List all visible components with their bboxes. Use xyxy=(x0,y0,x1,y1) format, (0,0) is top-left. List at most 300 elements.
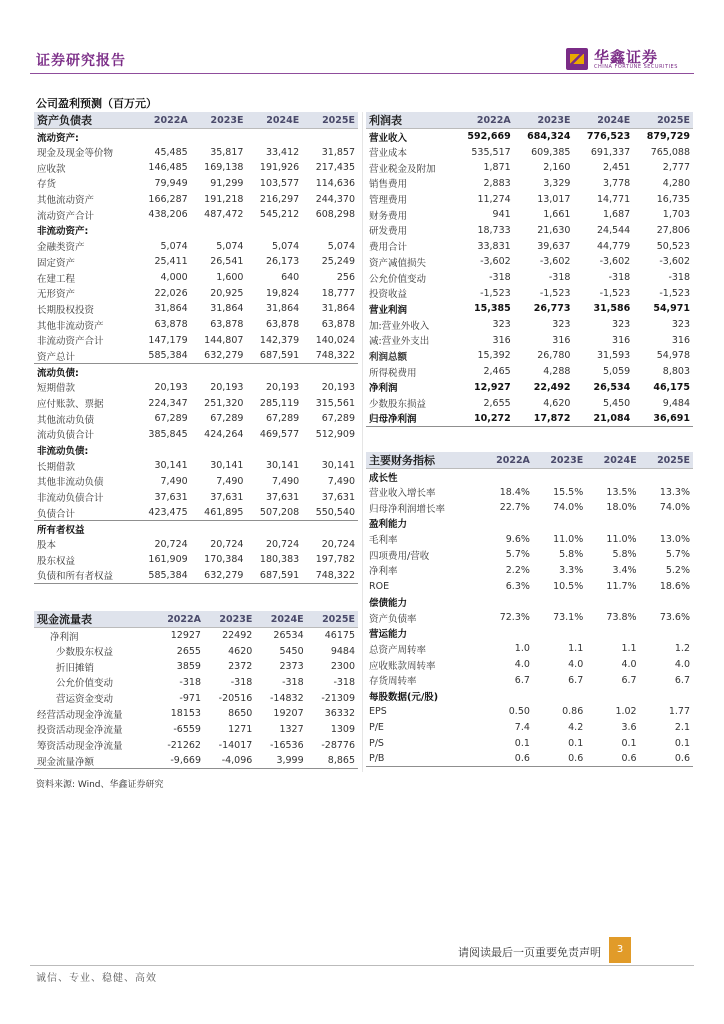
value-cell: 26,173 xyxy=(265,256,300,268)
value-cell: 74.0% xyxy=(553,502,584,514)
value-cell: 191,926 xyxy=(259,162,300,174)
company-logo xyxy=(566,46,696,72)
value-cell: 26,534 xyxy=(593,381,631,393)
value-cell: 632,279 xyxy=(204,569,244,581)
year-header: 2024E xyxy=(573,112,633,129)
value-cell: 550,540 xyxy=(315,507,355,519)
value-cell: 5,074 xyxy=(160,240,188,252)
value-cell xyxy=(640,516,693,532)
logo-english-name: CHINA FORTUNE SECURITIES xyxy=(594,64,678,70)
value-cell: 9,484 xyxy=(662,397,690,409)
data-source-note: 资料来源: Wind、华鑫证券研究 xyxy=(36,780,164,790)
value-cell: 2373 xyxy=(279,661,304,673)
value-cell: 63,878 xyxy=(154,319,188,331)
row-label: 应收账款周转率 xyxy=(369,660,436,672)
value-cell: 103,577 xyxy=(259,177,300,189)
value-cell: 687,591 xyxy=(259,569,300,581)
value-cell: -20516 xyxy=(218,692,253,704)
row-label: 折旧摊销 xyxy=(56,662,95,674)
table-row xyxy=(34,690,358,706)
row-label: 负债和所有者权益 xyxy=(37,571,114,583)
value-cell: -318 xyxy=(608,272,631,284)
value-cell: 30,141 xyxy=(321,460,355,472)
value-cell: 12,927 xyxy=(474,381,511,393)
value-cell: 21,084 xyxy=(593,412,631,424)
value-cell: 5,074 xyxy=(327,240,355,252)
value-cell: 7,490 xyxy=(327,475,355,487)
value-cell xyxy=(135,442,191,458)
value-cell: 469,577 xyxy=(259,428,300,440)
row-label: 偿债能力 xyxy=(369,597,408,609)
value-cell: 142,379 xyxy=(259,334,300,346)
value-cell: 16,735 xyxy=(656,193,690,205)
row-label: 净利率 xyxy=(369,566,398,578)
value-cell: 11.0% xyxy=(606,533,637,545)
value-cell: 13.3% xyxy=(659,486,690,498)
table-row xyxy=(366,625,693,641)
value-cell: 748,322 xyxy=(315,350,355,362)
value-cell: 5.8% xyxy=(612,549,637,561)
value-cell: 13,017 xyxy=(537,193,571,205)
row-label: 其他非流动资产 xyxy=(37,320,104,332)
value-cell: 191,218 xyxy=(204,193,244,205)
row-label: 营业成本 xyxy=(369,148,408,160)
value-cell: 18,733 xyxy=(477,224,511,236)
table-row xyxy=(366,657,693,673)
value-cell: 323 xyxy=(671,319,690,331)
table-title: 主要财务指标 xyxy=(366,452,478,469)
value-cell: 4,620 xyxy=(543,397,571,409)
value-cell: 54,978 xyxy=(656,350,690,362)
value-cell: 18,777 xyxy=(321,287,355,299)
value-cell: 487,472 xyxy=(204,209,244,221)
row-label: 股本 xyxy=(37,540,57,552)
row-label: 营业收入 xyxy=(369,132,408,144)
table-row xyxy=(34,144,358,160)
table-row xyxy=(34,364,358,380)
value-cell xyxy=(191,364,247,380)
row-label: 营业收入增长率 xyxy=(369,488,436,500)
value-cell: 2.2% xyxy=(505,564,530,576)
value-cell: 33,412 xyxy=(265,146,300,158)
value-cell: 3,778 xyxy=(602,177,631,189)
table-row xyxy=(366,129,693,145)
table-row xyxy=(34,675,358,691)
value-cell: -21309 xyxy=(321,692,355,704)
value-cell: 2,655 xyxy=(483,397,511,409)
year-header: 2022A xyxy=(135,112,191,129)
value-cell: 5.8% xyxy=(559,549,584,561)
table-row xyxy=(366,720,693,736)
value-cell: -3,602 xyxy=(539,256,571,268)
table-title: 资产负债表 xyxy=(34,112,135,129)
value-cell: 10,272 xyxy=(474,412,511,424)
row-label: 所有者权益 xyxy=(37,524,85,536)
value-cell xyxy=(533,594,586,610)
value-cell: 67,289 xyxy=(321,413,355,425)
value-cell: 545,212 xyxy=(259,209,300,221)
value-cell: 20,193 xyxy=(210,381,244,393)
value-cell: -1,523 xyxy=(539,287,571,299)
value-cell: 592,669 xyxy=(467,131,511,143)
table-row xyxy=(366,469,693,485)
table-row xyxy=(366,301,693,317)
value-cell: 507,208 xyxy=(259,507,300,519)
report-header-title: 证券研究报告 xyxy=(36,53,126,69)
year-header: 2022A xyxy=(478,452,533,469)
row-label: 费用合计 xyxy=(369,242,408,254)
value-cell: 5,450 xyxy=(602,397,631,409)
value-cell: 0.1 xyxy=(568,737,584,749)
table-row xyxy=(366,547,693,563)
value-cell: 9.6% xyxy=(505,533,530,545)
value-cell: 0.1 xyxy=(514,737,530,749)
row-label: 其他非流动负债 xyxy=(37,477,104,489)
value-cell: 8,865 xyxy=(327,755,355,767)
value-cell: 4.0 xyxy=(514,659,530,671)
table-row xyxy=(366,207,693,223)
value-cell: 31,864 xyxy=(265,303,300,315)
value-cell: -3,602 xyxy=(659,256,690,268)
value-cell: 5,074 xyxy=(272,240,300,252)
year-header: 2022A xyxy=(454,112,514,129)
value-cell xyxy=(191,521,247,537)
value-cell: 5.7% xyxy=(665,549,690,561)
value-cell: -14017 xyxy=(218,739,253,751)
value-cell: 31,593 xyxy=(596,350,631,362)
table-row xyxy=(34,521,358,537)
value-cell: 316 xyxy=(612,334,631,346)
value-cell: 2.1 xyxy=(674,721,690,733)
row-label: 毛利率 xyxy=(369,535,398,547)
row-label: ROE xyxy=(369,580,390,592)
table-row xyxy=(34,474,358,490)
value-cell: 13.5% xyxy=(606,486,637,498)
value-cell: 423,475 xyxy=(148,507,188,519)
row-label: 现金及现金等价物 xyxy=(37,148,114,160)
row-label: P/E xyxy=(369,721,384,733)
table-row xyxy=(366,484,693,500)
row-label: 非流动资产: xyxy=(37,226,89,238)
value-cell: 20,193 xyxy=(154,381,188,393)
year-header: 2023E xyxy=(204,611,255,628)
value-cell xyxy=(586,516,639,532)
value-cell: 2,777 xyxy=(662,162,690,174)
value-cell: -9,669 xyxy=(170,755,201,767)
table-row xyxy=(366,332,693,348)
value-cell: 3.4% xyxy=(612,564,637,576)
value-cell: 73.8% xyxy=(606,612,637,624)
value-cell: 438,206 xyxy=(148,209,188,221)
value-cell xyxy=(640,594,693,610)
value-cell xyxy=(586,594,639,610)
value-cell: 0.50 xyxy=(508,706,530,718)
value-cell: 4.0 xyxy=(674,659,690,671)
table-row xyxy=(366,395,693,411)
year-header: 2023E xyxy=(514,112,574,129)
value-cell xyxy=(246,223,302,239)
row-label: 营运能力 xyxy=(369,629,408,641)
value-cell: 640 xyxy=(281,272,300,284)
value-cell: 1,703 xyxy=(662,209,690,221)
disclaimer-link[interactable]: 请阅读最后一页重要免责声明 xyxy=(458,946,601,959)
row-label: 资产减值损失 xyxy=(369,257,427,269)
row-label: 财务费用 xyxy=(369,210,408,222)
row-label: 非流动资产合计 xyxy=(37,336,104,348)
row-label: 固定资产 xyxy=(37,257,76,269)
value-cell: 15,392 xyxy=(477,350,511,362)
value-cell: 4,288 xyxy=(543,366,571,378)
value-cell: 20,724 xyxy=(210,538,244,550)
table-title: 现金流量表 xyxy=(34,611,152,628)
table-row xyxy=(34,722,358,738)
value-cell: 285,119 xyxy=(259,397,300,409)
table-row xyxy=(366,144,693,160)
table-row xyxy=(366,176,693,192)
value-cell: 30,141 xyxy=(265,460,300,472)
page-number: 3 xyxy=(609,937,631,963)
row-label: 流动资产合计 xyxy=(37,210,95,222)
row-label: 投资收益 xyxy=(369,289,408,301)
value-cell: 20,724 xyxy=(154,538,188,550)
row-label: 股东权益 xyxy=(37,555,76,567)
row-label: 每股数据(元/股) xyxy=(369,691,439,703)
value-cell: 0.6 xyxy=(674,752,690,764)
value-cell xyxy=(135,364,191,380)
table-row xyxy=(34,458,358,474)
value-cell: 44,779 xyxy=(596,240,631,252)
value-cell: 1,687 xyxy=(602,209,631,221)
value-cell: 323 xyxy=(492,319,511,331)
table-row xyxy=(34,628,358,644)
value-cell xyxy=(640,625,693,641)
financial-ratios-table xyxy=(366,452,693,767)
year-header: 2023E xyxy=(191,112,247,129)
table-row xyxy=(34,270,358,286)
value-cell: 316 xyxy=(671,334,690,346)
value-cell: -318 xyxy=(548,272,571,284)
table-row xyxy=(366,191,693,207)
value-cell: 11.7% xyxy=(606,580,637,592)
value-cell: -1,523 xyxy=(599,287,631,299)
value-cell: 20,925 xyxy=(210,287,244,299)
value-cell: 4,000 xyxy=(160,272,188,284)
value-cell: 72.3% xyxy=(499,612,530,624)
value-cell: 170,384 xyxy=(204,554,244,566)
value-cell: 15,385 xyxy=(474,303,511,315)
row-label: 营业税金及附加 xyxy=(369,163,436,175)
value-cell xyxy=(191,442,247,458)
table-row xyxy=(366,500,693,516)
table-row xyxy=(366,751,693,767)
value-cell: 11,274 xyxy=(477,193,511,205)
value-cell: 1.77 xyxy=(668,706,690,718)
value-cell: 30,141 xyxy=(210,460,244,472)
row-label: 资产总计 xyxy=(37,351,76,363)
value-cell: 8650 xyxy=(228,708,253,720)
table-row xyxy=(366,270,693,286)
table-row xyxy=(366,594,693,610)
value-cell: 39,637 xyxy=(537,240,571,252)
value-cell xyxy=(135,223,191,239)
value-cell: 316 xyxy=(492,334,511,346)
value-cell: 608,298 xyxy=(315,209,355,221)
table-row xyxy=(366,411,693,427)
row-label: 其他流动负债 xyxy=(37,414,95,426)
value-cell: 166,287 xyxy=(148,193,188,205)
value-cell: 5,059 xyxy=(602,366,631,378)
table-row xyxy=(34,395,358,411)
value-cell: 33,831 xyxy=(477,240,511,252)
value-cell: 31,857 xyxy=(321,146,355,158)
table-row xyxy=(34,706,358,722)
value-cell: 5.2% xyxy=(665,564,690,576)
value-cell: 3.6 xyxy=(621,721,637,733)
value-cell: 19207 xyxy=(273,708,304,720)
value-cell: 535,517 xyxy=(471,146,511,158)
row-label: 归母净利润 xyxy=(369,414,417,426)
row-label: 应收款 xyxy=(37,163,66,175)
table-row xyxy=(366,704,693,720)
value-cell xyxy=(191,129,247,145)
row-label: 少数股东损益 xyxy=(369,399,427,411)
value-cell: 67,289 xyxy=(210,413,244,425)
value-cell: 6.7 xyxy=(514,674,530,686)
value-cell: 147,179 xyxy=(148,334,188,346)
value-cell: 73.1% xyxy=(553,612,584,624)
value-cell: 17,872 xyxy=(533,412,571,424)
table-row xyxy=(34,223,358,239)
value-cell: 26534 xyxy=(273,630,304,642)
value-cell: 21,630 xyxy=(537,224,571,236)
value-cell: 13.0% xyxy=(659,533,690,545)
value-cell: 26,773 xyxy=(533,303,571,315)
value-cell xyxy=(533,516,586,532)
value-cell: 2655 xyxy=(176,645,201,657)
row-label: 总资产周转率 xyxy=(369,644,427,656)
value-cell: 146,485 xyxy=(148,162,188,174)
value-cell xyxy=(533,688,586,704)
table-row xyxy=(366,672,693,688)
year-header: 2024E xyxy=(246,112,302,129)
value-cell: 18.6% xyxy=(659,580,690,592)
value-cell: 2,451 xyxy=(602,162,631,174)
value-cell: 385,845 xyxy=(148,428,188,440)
value-cell: 1.1 xyxy=(568,643,584,655)
value-cell: 20,193 xyxy=(321,381,355,393)
value-cell: 140,024 xyxy=(315,334,355,346)
table-row xyxy=(34,129,358,145)
row-label: 其他流动资产 xyxy=(37,195,95,207)
value-cell: 765,088 xyxy=(650,146,690,158)
value-cell: 0.6 xyxy=(568,752,584,764)
value-cell: -318 xyxy=(230,676,253,688)
value-cell xyxy=(640,469,693,485)
value-cell: -16536 xyxy=(269,739,304,751)
value-cell: -318 xyxy=(333,676,355,688)
value-cell: 22,026 xyxy=(154,287,188,299)
value-cell: 1,600 xyxy=(216,272,244,284)
row-label: 存货周转率 xyxy=(369,676,417,688)
value-cell: 7.4 xyxy=(514,721,530,733)
value-cell: 169,138 xyxy=(204,162,244,174)
row-label: 净利润 xyxy=(50,631,79,643)
value-cell: -28776 xyxy=(321,739,355,751)
row-label: 营业利润 xyxy=(369,304,408,316)
row-label: 公允价值变动 xyxy=(369,273,427,285)
value-cell: 36,691 xyxy=(653,412,690,424)
table-row xyxy=(34,505,358,521)
year-header: 2025E xyxy=(633,112,693,129)
row-label: 非流动负债: xyxy=(37,446,89,458)
value-cell: 18.4% xyxy=(499,486,530,498)
table-row xyxy=(34,489,358,505)
value-cell: 3.3% xyxy=(559,564,584,576)
year-header: 2025E xyxy=(640,452,693,469)
value-cell xyxy=(302,129,358,145)
row-label: 营运资金变动 xyxy=(56,694,114,706)
table-row xyxy=(366,348,693,364)
year-header: 2022A xyxy=(152,611,204,628)
value-cell: 14,771 xyxy=(596,193,631,205)
table-row xyxy=(366,688,693,704)
table-header-row xyxy=(34,112,358,129)
value-cell: 1.0 xyxy=(514,643,530,655)
table-header-row xyxy=(366,452,693,469)
value-cell: 1271 xyxy=(228,723,253,735)
value-cell: 6.3% xyxy=(505,580,530,592)
row-label: 盈利能力 xyxy=(369,519,408,531)
value-cell: 26,541 xyxy=(210,256,244,268)
value-cell: 461,895 xyxy=(204,507,244,519)
row-label: P/B xyxy=(369,752,385,764)
value-cell: 2300 xyxy=(330,661,355,673)
value-cell: 144,807 xyxy=(204,334,244,346)
table-header-row xyxy=(366,112,693,129)
value-cell: 0.86 xyxy=(562,706,584,718)
value-cell: 46175 xyxy=(324,630,355,642)
value-cell: 79,949 xyxy=(154,177,188,189)
value-cell: 19,824 xyxy=(265,287,300,299)
row-label: 四项费用/营收 xyxy=(369,550,430,562)
value-cell: 6.7 xyxy=(568,674,584,686)
value-cell: -318 xyxy=(179,676,201,688)
table-row xyxy=(34,536,358,552)
table-row xyxy=(366,563,693,579)
table-row xyxy=(34,411,358,427)
row-label: 筹资活动现金净流量 xyxy=(37,741,123,753)
value-cell: 776,523 xyxy=(586,131,631,143)
footer-divider xyxy=(30,965,694,966)
value-cell: -1,523 xyxy=(659,287,690,299)
page-subtitle: 公司盈利预测（百万元） xyxy=(36,97,157,110)
value-cell xyxy=(302,364,358,380)
value-cell: 22.7% xyxy=(499,502,530,514)
year-header: 2025E xyxy=(302,112,358,129)
value-cell: 74.0% xyxy=(659,502,690,514)
value-cell: 63,878 xyxy=(210,319,244,331)
table-row xyxy=(366,516,693,532)
table-row xyxy=(34,380,358,396)
value-cell xyxy=(302,521,358,537)
value-cell xyxy=(246,129,302,145)
row-label: 利润总额 xyxy=(369,351,408,363)
value-cell: 26,780 xyxy=(537,350,571,362)
value-cell: 161,909 xyxy=(148,554,188,566)
value-cell: -971 xyxy=(179,692,201,704)
value-cell: 73.6% xyxy=(659,612,690,624)
table-row xyxy=(34,301,358,317)
